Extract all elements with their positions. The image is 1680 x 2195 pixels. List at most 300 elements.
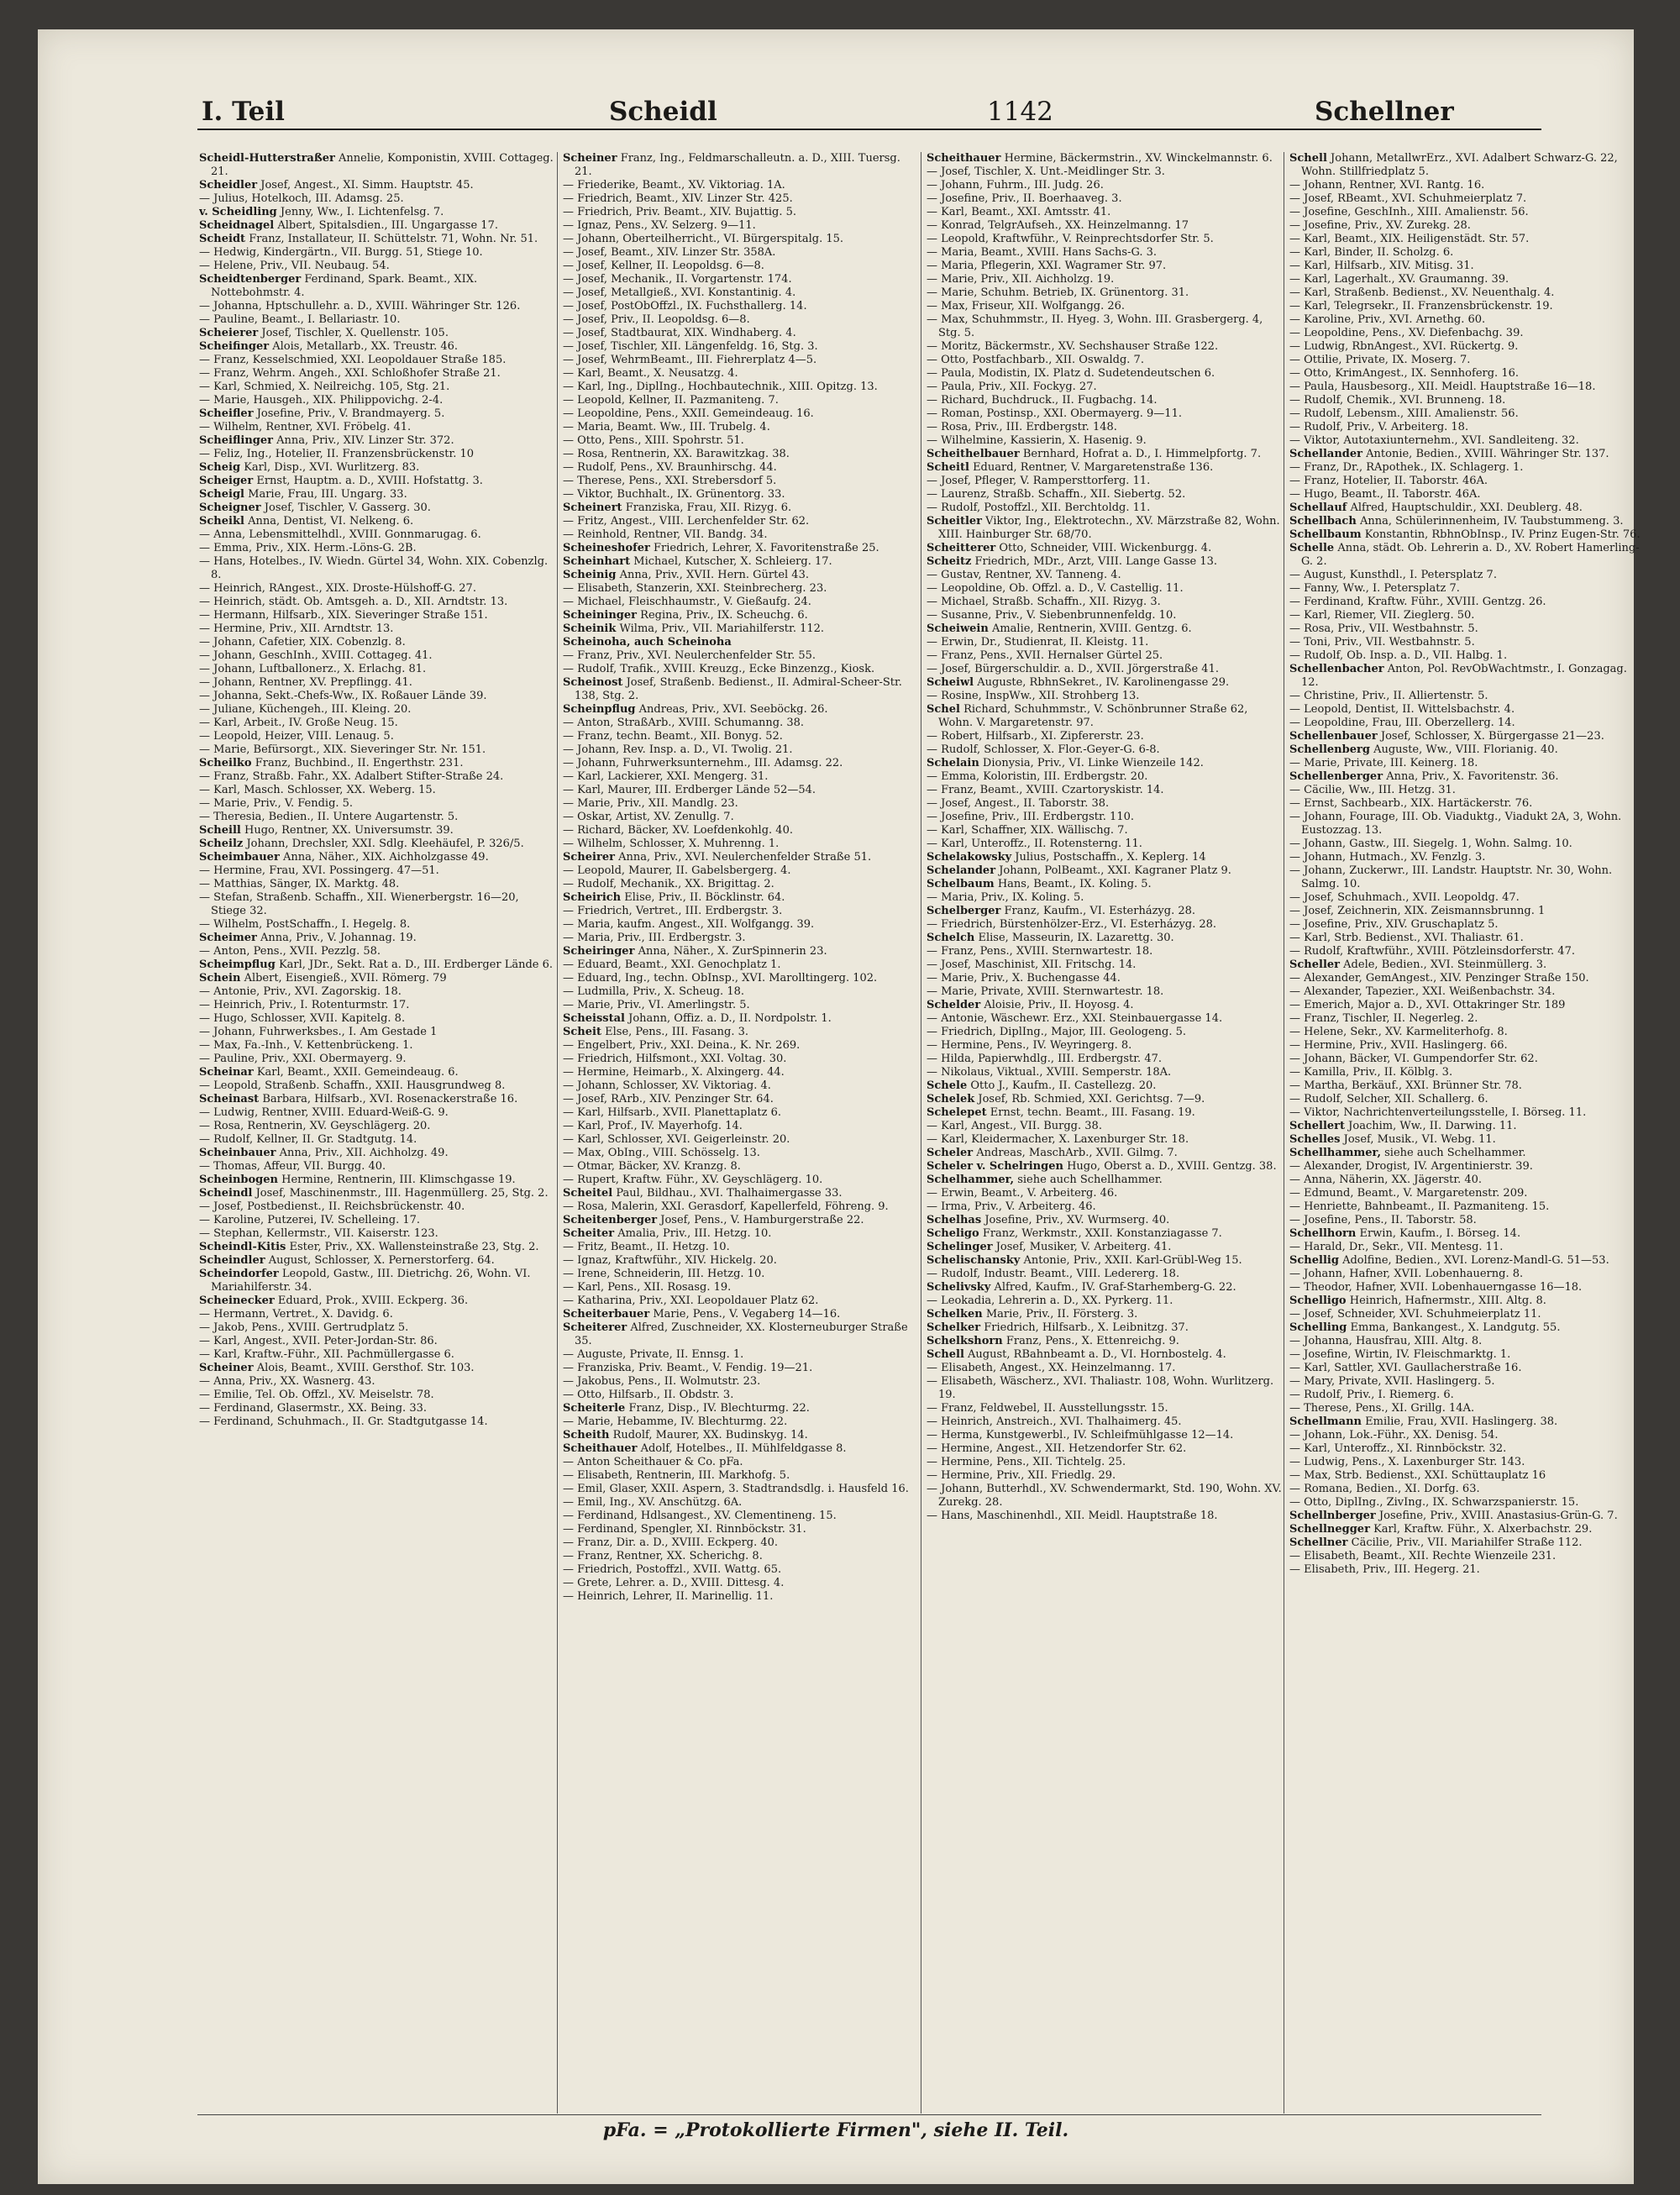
- entry-details: — Josefine, Wirtin, IV. Fleischmarktg. 1.: [1289, 1348, 1511, 1361]
- entry-details: Josef, Tischler, V. Gasserg. 30.: [264, 501, 431, 514]
- entry-details: — Marie, Priv., XII. Mandlg. 23.: [563, 797, 738, 810]
- directory-entry: [563, 421, 920, 434]
- directory-entry: [927, 636, 1284, 649]
- directory-entry: [927, 407, 1284, 421]
- directory-entry: [563, 985, 920, 999]
- directory-entry: [1289, 1066, 1646, 1079]
- entry-surname: Scheiwl: [927, 676, 974, 689]
- entry-details: — Robert, Hilfsarb., XI. Zipfererstr. 23.: [927, 730, 1144, 743]
- directory-entry: [927, 448, 1284, 461]
- entry-surname: Scheler: [927, 1147, 974, 1159]
- footer-note: pFa. = „Protokollierte Firmen", siehe II. Teil.: [602, 2119, 1069, 2141]
- entry-details: — Marie, Priv., XII. Aichholzg. 19.: [927, 273, 1115, 286]
- entry-surname: Scheller: [1289, 958, 1341, 971]
- entry-details: — Johanna, Hptschullehr. a. D., XVIII. Währinger Str. 126.: [199, 300, 521, 312]
- directory-entry: [1289, 770, 1646, 784]
- entry-details: — Rosa, Priv., III. Erdbergstr. 148.: [927, 421, 1117, 433]
- entry-details: — Johann, Fourage, III. Ob. Viaduktg., Viadukt 2A, 3, Wohn. Eustozzag. 13.: [1289, 811, 1622, 837]
- entry-details: — Karl, Straßenb. Bedienst., XV. Neuenthalg. 4.: [1289, 286, 1555, 299]
- entry-surname: Scheithauer: [927, 152, 1001, 165]
- entry-surname: Scheler v. Schelringen: [927, 1160, 1063, 1173]
- directory-entry: [1289, 152, 1646, 179]
- entry-details: siehe auch Schelhammer.: [1384, 1147, 1526, 1159]
- entry-details: — Romana, Bedien., XI. Dorfg. 63.: [1289, 1483, 1480, 1495]
- entry-details: Josefine, Priv., XVIII. Anastasius-Grün-G. 7.: [1378, 1510, 1618, 1522]
- entry-surname: Schelles: [1289, 1133, 1341, 1146]
- directory-entry: [563, 972, 920, 985]
- guide-word-left: Scheidl: [609, 97, 717, 127]
- directory-entry: [199, 878, 556, 891]
- directory-entry: [563, 1321, 920, 1348]
- directory-entry: [199, 797, 556, 811]
- directory-entry: [927, 1268, 1284, 1281]
- entry-details: — Karl, Telegrsekr., II. Franzensbrückenstr. 19.: [1289, 300, 1553, 312]
- entry-details: — Friedrich, Priv. Beamt., XIV. Bujattig. 5.: [563, 206, 797, 218]
- entry-details: Josefine, Priv., XV. Wurmserg. 40.: [984, 1214, 1170, 1226]
- entry-surname: Scheiterle: [563, 1402, 626, 1415]
- directory-entry: [927, 394, 1284, 407]
- entry-details: — Friedrich, Hilfsmont., XXI. Voltag. 30.: [563, 1053, 787, 1065]
- entry-details: Else, Pens., III. Fasang. 3.: [605, 1026, 749, 1038]
- entry-details: — Anna, Lebensmittelhdl., XVIII. Gonnmarugag. 6.: [199, 528, 481, 541]
- entry-details: Albert, Eisengieß., XVII. Römerg. 79: [244, 972, 447, 985]
- entry-surname: Scheill: [199, 824, 241, 837]
- entry-details: — Helene, Sekr., XV. Karmeliterhofg. 8.: [1289, 1026, 1508, 1038]
- entry-details: — Richard, Buchdruck., II. Fugbachg. 14.: [927, 394, 1158, 407]
- directory-entry: [199, 273, 556, 300]
- directory-entry: [563, 1133, 920, 1147]
- entry-details: Joachim, Ww., II. Darwing. 11.: [1348, 1120, 1517, 1132]
- entry-details: — Josef, Schneider, XVI. Schuhmeierplatz 11.: [1289, 1308, 1541, 1321]
- directory-entry: [1289, 1079, 1646, 1093]
- entry-details: — Karl, Schaffner, XIX. Wällischg. 7.: [927, 824, 1128, 837]
- entry-details: — Rosa, Rentnerin, XV. Geyschlägerg. 20.: [199, 1120, 431, 1132]
- entry-details: Elise, Masseurin, IX. Lazarettg. 30.: [978, 932, 1174, 944]
- directory-entry: [199, 596, 556, 609]
- directory-entry: [563, 461, 920, 475]
- directory-entry: [563, 1550, 920, 1563]
- entry-details: — Elisabeth, Beamt., XII. Rechte Wienzeile 231.: [1289, 1550, 1557, 1562]
- entry-details: Anna, Näher., X. ZurSpinnerin 23.: [638, 945, 827, 958]
- directory-entry: [1289, 1241, 1646, 1254]
- directory-entry: [199, 1294, 556, 1308]
- directory-entry: [199, 367, 556, 381]
- entry-details: — Karl, Sattler, XVI. Gaullacherstraße 16.: [1289, 1362, 1522, 1374]
- entry-details: Leopold, Gastw., III. Dietrichg. 26, Wohn. VI. Mariahilferstr. 34.: [211, 1268, 531, 1294]
- entry-details: — Roman, Postinsp., XXI. Obermayerg. 9—11.: [927, 407, 1182, 420]
- entry-details: Antonie, Bedien., XVIII. Währinger Str. 137.: [1366, 448, 1609, 460]
- directory-entry: [1289, 1160, 1646, 1174]
- directory-entry: [563, 1106, 920, 1120]
- directory-entry: [199, 1375, 556, 1389]
- entry-details: — Michael, Fleischhaumstr., V. Gießaufg. 24.: [563, 596, 811, 608]
- directory-entry: [1289, 743, 1646, 757]
- entry-details: — Leopold, Heizer, VIII. Lenaug. 5.: [199, 730, 394, 743]
- directory-entry: [927, 757, 1284, 770]
- directory-entry: [927, 1294, 1284, 1308]
- directory-entry: [1289, 1389, 1646, 1402]
- entry-details: — Karl, Pens., XII. Rosasg. 19.: [563, 1281, 732, 1294]
- directory-entry: [199, 1079, 556, 1093]
- directory-entry: [1289, 1563, 1646, 1577]
- entry-details: Anna, städt. Ob. Lehrerin a. D., XV. Robert Hamerling-G. 2.: [1301, 542, 1640, 568]
- entry-surname: Scheinbauer: [199, 1147, 276, 1159]
- entry-details: — Elisabeth, Rentnerin, III. Markhofg. 5.: [563, 1469, 790, 1482]
- directory-entry: [1289, 273, 1646, 286]
- entry-details: — Elisabeth, Stanzerin, XXI. Steinbrecherg. 23.: [563, 582, 827, 595]
- entry-details: Josef, Schlosser, X. Bürgergasse 21—23.: [1380, 730, 1604, 743]
- entry-details: — Johann, Hafner, XVII. Lobenhauerng. 8.: [1289, 1268, 1524, 1280]
- entry-details: Franz, Pens., X. Ettenreichg. 9.: [1005, 1335, 1179, 1347]
- directory-entry: [563, 1187, 920, 1200]
- directory-entry: [563, 327, 920, 340]
- entry-surname: Schelle: [1289, 542, 1335, 554]
- directory-entry: [1289, 1429, 1646, 1442]
- entry-details: — Reinhold, Rentner, VII. Bandg. 34.: [563, 528, 768, 541]
- entry-details: — Rudolf, Kraftwführ., XVIII. Pötzleinsdorferstr. 47.: [1289, 945, 1575, 958]
- entry-details: — Ludwig, Rentner, XVIII. Eduard-Weiß-G. 9.: [199, 1106, 449, 1119]
- entry-details: Hermine, Bäckermstrin., XV. Winckelmannstr. 6.: [1004, 152, 1273, 165]
- directory-entry: [563, 1079, 920, 1093]
- directory-entry: [199, 770, 556, 784]
- entry-surname: Scheidtenberger: [199, 273, 302, 286]
- directory-entry: [927, 421, 1284, 434]
- directory-entry: [563, 1120, 920, 1133]
- directory-entry: [927, 1254, 1284, 1268]
- entry-details: Emma, Bankangest., X. Landgutg. 55.: [1350, 1321, 1561, 1334]
- entry-surname: Schelch: [927, 932, 975, 944]
- entry-details: — Hans, Maschinenhdl., XII. Meidl. Hauptstraße 18.: [927, 1510, 1218, 1522]
- entry-details: — Karl, Riemer, VII. Zieglerg. 50.: [1289, 609, 1475, 622]
- directory-entry: [199, 1026, 556, 1039]
- entry-surname: Schelder: [927, 999, 981, 1011]
- entry-details: Friedrich, Lehrer, X. Favoritenstraße 25.: [653, 542, 879, 554]
- entry-details: — Eduard, Beamt., XXI. Genochplatz 1.: [563, 958, 781, 971]
- directory-entry: [1289, 972, 1646, 985]
- entry-surname: Scheifler: [199, 407, 254, 420]
- directory-entry: [563, 1496, 920, 1510]
- directory-entry: [563, 1174, 920, 1187]
- entry-details: — Alexander, Drogist, IV. Argentinierstr. 39.: [1289, 1160, 1533, 1173]
- page-number: 1142: [987, 97, 1053, 127]
- entry-surname: Scheigner: [199, 501, 261, 514]
- entry-surname: Schelkshorn: [927, 1335, 1003, 1347]
- entry-details: — Karl, Strb. Bedienst., XVI. Thaliastr. 61.: [1289, 932, 1524, 944]
- directory-entry: [199, 219, 556, 233]
- entry-details: — Ferdinand, Spengler, XI. Rinnböckstr. 31.: [563, 1523, 806, 1536]
- directory-entry: [1289, 233, 1646, 246]
- entry-details: — Friedrich, DiplIng., Major, III. Geologeng. 5.: [927, 1026, 1187, 1038]
- entry-details: Franz, Werkmstr., XXII. Konstanziagasse 7.: [982, 1227, 1222, 1240]
- entry-details: — Rosine, InspWw., XII. Strohberg 13.: [927, 690, 1140, 702]
- directory-entry: [1289, 1093, 1646, 1106]
- directory-entry: [563, 1053, 920, 1066]
- directory-entry: [563, 770, 920, 784]
- entry-details: — Johann, Fuhrwerksunternehm., III. Adamsg. 22.: [563, 757, 843, 769]
- directory-entry: [1289, 717, 1646, 730]
- directory-entry: [1289, 1375, 1646, 1389]
- entry-details: Julius, Postschaffn., X. Keplerg. 14: [1015, 851, 1206, 864]
- directory-entry: [927, 649, 1284, 663]
- entry-details: — Helene, Priv., VII. Neubaug. 54.: [199, 260, 390, 272]
- directory-entry: [563, 233, 920, 246]
- directory-entry: [563, 407, 920, 421]
- entry-details: — Marie, Befürsorgt., XIX. Sieveringer Str. Nr. 151.: [199, 743, 486, 756]
- entry-details: — Alexander, GemAngest., XIV. Penzinger Straße 150.: [1289, 972, 1589, 985]
- directory-entry: [927, 461, 1284, 475]
- directory-entry: [563, 313, 920, 327]
- directory-entry: [927, 1227, 1284, 1241]
- entry-details: — Fritz, Beamt., II. Hetzg. 10.: [563, 1241, 730, 1253]
- entry-details: Anna, Dentist, VI. Nelkeng. 6.: [248, 515, 414, 528]
- directory-entry: [199, 1174, 556, 1187]
- entry-details: Karl, Disp., XVI. Wurlitzerg. 83.: [244, 461, 420, 474]
- directory-entry: [1289, 636, 1646, 649]
- entry-details: — Julius, Hotelkoch, III. Adamsg. 25.: [199, 192, 404, 205]
- directory-entry: [199, 488, 556, 501]
- directory-entry: [1289, 1294, 1646, 1308]
- entry-details: — August, Kunsthdl., I. Petersplatz 7.: [1289, 569, 1497, 581]
- entry-details: — Gustav, Rentner, XV. Tanneng. 4.: [927, 569, 1121, 581]
- entry-surname: Schelivsky: [927, 1281, 991, 1294]
- entry-details: — Pauline, Priv., XXI. Obermayerg. 9.: [199, 1053, 407, 1065]
- entry-details: Franz, Disp., IV. Blechturmg. 22.: [628, 1402, 810, 1415]
- entry-details: — Hedwig, Kindergärtn., VII. Burgg. 51, Stiege 10.: [199, 246, 483, 259]
- entry-surname: Schellauf: [1289, 501, 1347, 514]
- entry-details: — Franz, Tischler, II. Negerleg. 2.: [1289, 1012, 1478, 1025]
- directory-entry: [927, 1456, 1284, 1469]
- entry-details: siehe auch Schellhammer.: [1017, 1174, 1163, 1186]
- directory-entry: [927, 434, 1284, 448]
- directory-entry: [563, 596, 920, 609]
- entry-surname: Scheiter: [563, 1227, 615, 1240]
- entry-details: Aloisie, Priv., II. Hoyosg. 4.: [984, 999, 1134, 1011]
- directory-entry: [1289, 354, 1646, 367]
- entry-details: — Leopoldine, Pens., XXII. Gemeindeaug. 16.: [563, 407, 814, 420]
- directory-entry: [1289, 434, 1646, 448]
- entry-details: — Emma, Priv., XIX. Herm.-Löns-G. 2B.: [199, 542, 417, 554]
- entry-details: — Leopold, Maurer, II. Gabelsbergerg. 4.: [563, 864, 791, 877]
- directory-entry: [199, 179, 556, 192]
- directory-entry: [199, 1120, 556, 1133]
- directory-entry: [199, 676, 556, 690]
- directory-entry: [927, 1214, 1284, 1227]
- entry-details: — Leopoldine, Ob. Offzl. a. D., V. Castellig. 11.: [927, 582, 1184, 595]
- directory-entry: [199, 582, 556, 596]
- directory-entry: [199, 448, 556, 461]
- entry-details: — Anton, Pens., XVII. Pezzlg. 58.: [199, 945, 381, 958]
- directory-entry: [1289, 394, 1646, 407]
- directory-entry: [927, 206, 1284, 219]
- entry-details: — Martha, Berkäuf., XXI. Brünner Str. 78.: [1289, 1079, 1522, 1092]
- directory-entry: [1289, 1254, 1646, 1268]
- entry-details: — Feliz, Ing., Hotelier, II. Franzensbrückenstr. 10: [199, 448, 475, 460]
- directory-entry: [927, 246, 1284, 260]
- directory-entry: [1289, 542, 1646, 569]
- entry-surname: Scheinast: [199, 1093, 260, 1105]
- entry-details: — Johann, Rev. Insp. a. D., VI. Twolig. 21.: [563, 743, 793, 756]
- entry-details: — Johann, Gastw., III. Siegelg. 1, Wohn. Salmg. 10.: [1289, 838, 1572, 850]
- entry-surname: Scheiflinger: [199, 434, 274, 447]
- directory-entry: [563, 784, 920, 797]
- entry-details: Marie, Priv., II. Försterg. 3.: [985, 1308, 1138, 1321]
- directory-entry: [927, 1483, 1284, 1510]
- footer-rule: [197, 2114, 1541, 2115]
- entry-details: — Franz, Feldwebel, II. Ausstellungsstr. 15.: [927, 1402, 1168, 1415]
- directory-entry: [563, 192, 920, 206]
- entry-surname: Schellmann: [1289, 1415, 1362, 1428]
- directory-entry: [563, 1577, 920, 1590]
- entry-details: — Marie, Priv., VI. Amerlingstr. 5.: [563, 999, 750, 1011]
- entry-details: — Wilhelm, Rentner, XVI. Fröbelg. 41.: [199, 421, 412, 433]
- entry-details: Hugo, Oberst a. D., XVIII. Gentzg. 38.: [1067, 1160, 1277, 1173]
- entry-details: — Susanne, Priv., V. Siebenbrunnenfeldg. 10.: [927, 609, 1177, 622]
- entry-details: — Johann, Bäcker, VI. Gumpendorfer Str. 62.: [1289, 1053, 1538, 1065]
- entry-details: — Karl, Beamt., X. Neusatzg. 4.: [563, 367, 738, 380]
- entry-details: — Leopold, Dentist, II. Wittelsbachstr. 4.: [1289, 703, 1515, 716]
- directory-entry: [199, 784, 556, 797]
- directory-entry: [563, 488, 920, 501]
- entry-surname: Scheidt: [199, 233, 246, 245]
- entry-details: Andreas, Priv., XVI. Seeböckg. 26.: [638, 703, 828, 716]
- directory-entry: [563, 206, 920, 219]
- entry-details: — Laurenz, Straßb. Schaffn., XII. Siebertg. 52.: [927, 488, 1186, 501]
- entry-details: — Franz, Hotelier, II. Taborstr. 46A.: [1289, 475, 1488, 487]
- entry-details: — Marie, Priv., X. Buchengasse 44.: [927, 972, 1121, 985]
- entry-details: — Irma, Priv., V. Arbeiterg. 46.: [927, 1200, 1096, 1213]
- directory-entry: [199, 690, 556, 703]
- entry-surname: Schellig: [1289, 1254, 1339, 1267]
- entry-details: — Josefine, Priv., III. Erdbergstr. 110.: [927, 811, 1134, 823]
- entry-details: — Karl, Unteroffz., XI. Rinnböckstr. 32.: [1289, 1442, 1507, 1455]
- directory-entry: [1289, 1550, 1646, 1563]
- entry-details: — Rosa, Rentnerin, XX. Barawitzkag. 38.: [563, 448, 790, 460]
- entry-details: — Engelbert, Priv., XXI. Deina., K. Nr. 269.: [563, 1039, 801, 1052]
- entry-surname: Scheigl: [199, 488, 244, 501]
- entry-surname: Schelischansky: [927, 1254, 1021, 1267]
- directory-entry: [563, 945, 920, 958]
- entry-details: — Johann, Butterhdl., XV. Schwendermarkt, Std. 190, Wohn. XV. Zurekg. 28.: [927, 1483, 1282, 1509]
- entry-details: — Max, Fa.-Inh., V. Kettenbrückeng. 1.: [199, 1039, 413, 1052]
- entry-details: — Cäcilie, Ww., III. Hetzg. 31.: [1289, 784, 1456, 796]
- directory-entry: [199, 1147, 556, 1160]
- directory-entry: [927, 1375, 1284, 1402]
- entry-details: — Ernst, Sachbearb., XIX. Hartäckerstr. 76.: [1289, 797, 1533, 810]
- entry-details: — Johanna, Sekt.-Chefs-Ww., IX. Roßauer Lände 39.: [199, 690, 487, 702]
- directory-entry: [1289, 918, 1646, 932]
- directory-entry: [199, 515, 556, 528]
- column-3: [927, 152, 1284, 2114]
- directory-entry: [927, 622, 1284, 636]
- entry-details: Albert, Spitalsdien., III. Ungargasse 17.: [277, 219, 498, 232]
- entry-details: — Antonie, Priv., XVI. Zagorskig. 18.: [199, 985, 402, 998]
- entry-details: — Ignaz, Kraftwführ., XIV. Hickelg. 20.: [563, 1254, 777, 1267]
- entry-details: — Christine, Priv., II. Alliertenstr. 5.: [1289, 690, 1488, 702]
- entry-details: — Josef, WehrmBeamt., III. Fiehrerplatz 4—5.: [563, 354, 817, 366]
- directory-entry: [1289, 1133, 1646, 1147]
- directory-entry: [927, 488, 1284, 501]
- directory-entry: [199, 1093, 556, 1106]
- directory-entry: [199, 206, 556, 219]
- entry-surname: Schelken: [927, 1308, 983, 1321]
- directory-entry: [563, 582, 920, 596]
- directory-entry: [563, 958, 920, 972]
- directory-entry: [927, 260, 1284, 273]
- directory-entry: [927, 555, 1284, 569]
- directory-entry: [563, 730, 920, 743]
- entry-details: — Ferdinand, Hdlsangest., XV. Clementineng. 15.: [563, 1510, 837, 1522]
- directory-entry: [1289, 501, 1646, 515]
- entry-details: Hugo, Rentner, XX. Universumstr. 39.: [244, 824, 454, 837]
- entry-details: Josef, Musik., VI. Webg. 11.: [1343, 1133, 1496, 1146]
- directory-entry: [927, 1241, 1284, 1254]
- entry-details: — Josef, Tischler, XII. Längenfeldg. 16, Stg. 3.: [563, 340, 818, 353]
- directory-entry: [927, 851, 1284, 864]
- entry-details: — Hermine, Priv., XII. Friedlg. 29.: [927, 1469, 1116, 1482]
- entry-details: — Johann, Rentner, XVI. Rantg. 16.: [1289, 179, 1485, 192]
- directory-entry: [199, 609, 556, 622]
- directory-entry: [1289, 1308, 1646, 1321]
- entry-details: — Hilda, Papierwhdlg., III. Erdbergstr. 47.: [927, 1053, 1162, 1065]
- entry-details: — Ferdinand, Schuhmach., II. Gr. Stadtgutgasse 14.: [199, 1415, 488, 1428]
- directory-entry: [563, 542, 920, 555]
- entry-details: Josef, Straßenb. Bedienst., II. Admiral-Scheer-Str. 138, Stg. 2.: [575, 676, 902, 702]
- directory-entry: [1289, 219, 1646, 233]
- entry-details: — Heinrich, Priv., I. Rotenturmstr. 17.: [199, 999, 410, 1011]
- entry-details: Annelie, Komponistin, XVIII. Cottageg. 21.: [211, 152, 554, 178]
- entry-surname: Scheinbogen: [199, 1174, 278, 1186]
- entry-details: — Leokadia, Lehrerin a. D., XX. Pyrkerg. 11.: [927, 1294, 1173, 1307]
- entry-surname: Scheitel: [563, 1187, 613, 1200]
- entry-details: — Wilhelm, PostSchaffn., I. Hegelg. 8.: [199, 918, 411, 931]
- directory-entry: [199, 757, 556, 770]
- entry-details: — Leopold, Kraftwführ., V. Reinprechtsdorfer Str. 5.: [927, 233, 1214, 245]
- directory-entry: [199, 246, 556, 260]
- directory-entry: [563, 381, 920, 394]
- directory-entry: [199, 999, 556, 1012]
- column-1: [199, 152, 556, 2114]
- directory-entry: [927, 1362, 1284, 1375]
- entry-details: — Karl, Schlosser, XVI. Geigerleinstr. 20.: [563, 1133, 790, 1146]
- directory-entry: [563, 1590, 920, 1604]
- directory-entry: [927, 582, 1284, 596]
- entry-details: Eduard, Prok., XVIII. Eckperg. 36.: [277, 1294, 469, 1307]
- entry-surname: Schelek: [927, 1093, 975, 1105]
- directory-entry: [199, 1389, 556, 1402]
- entry-details: Dionysia, Priv., VI. Linke Wienzeile 142.: [982, 757, 1204, 769]
- entry-details: Barbara, Hilfsarb., XVI. Rosenackerstraße 16.: [262, 1093, 518, 1105]
- directory-entry: [927, 367, 1284, 381]
- directory-entry: [1289, 1362, 1646, 1375]
- directory-entry: [563, 1160, 920, 1174]
- directory-entry: [563, 676, 920, 703]
- directory-entry: [199, 354, 556, 367]
- entry-details: — Viktor, Buchhalt., IX. Grünentorg. 33.: [563, 488, 785, 501]
- directory-entry: [927, 1335, 1284, 1348]
- entry-details: — Erwin, Beamt., V. Arbeiterg. 46.: [927, 1187, 1118, 1200]
- directory-entry: [927, 985, 1284, 999]
- entry-details: — Elisabeth, Angest., XX. Heinzelmanng. 17.: [927, 1362, 1176, 1374]
- directory-entry: [1289, 1281, 1646, 1294]
- directory-entry: [563, 636, 920, 649]
- directory-entry: [563, 1563, 920, 1577]
- directory-entry: [927, 300, 1284, 313]
- directory-entry: [563, 152, 920, 179]
- entry-details: — Richard, Bäcker, XV. Loefdenkohlg. 40.: [563, 824, 793, 837]
- entry-details: Karl, JDr., Sekt. Rat a. D., III. Erdberger Lände 6.: [278, 958, 553, 971]
- entry-details: Marie, Frau, III. Ungarg. 33.: [248, 488, 407, 501]
- entry-details: — Otto, KrimAngest., IX. Sennhoferg. 16.: [1289, 367, 1519, 380]
